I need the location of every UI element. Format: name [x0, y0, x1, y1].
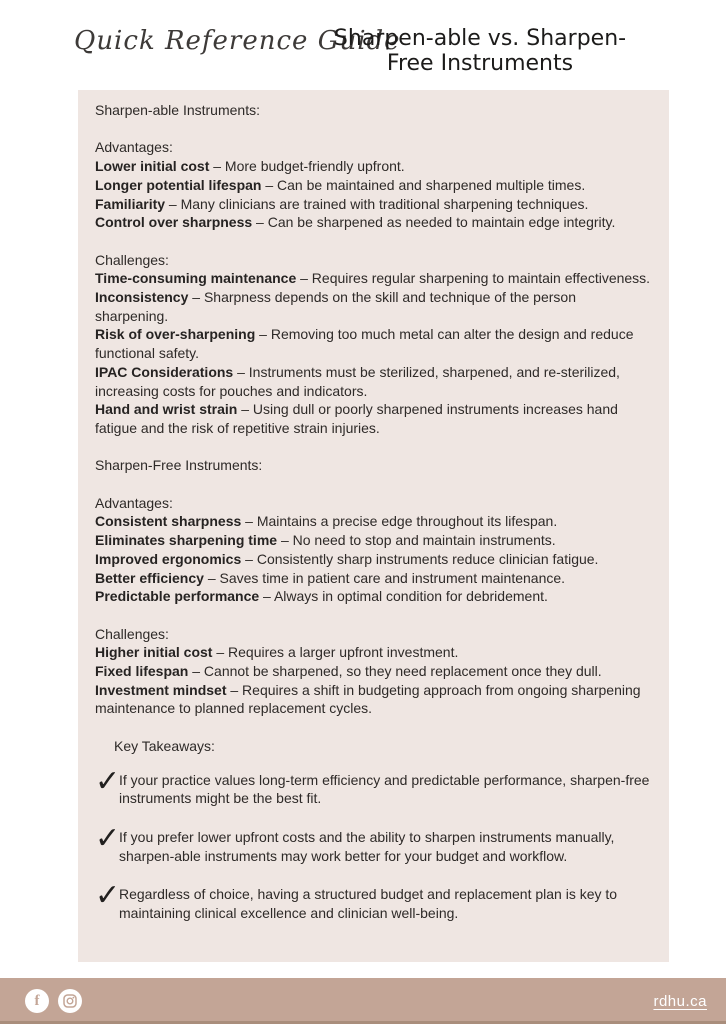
- list-item: [95, 569, 653, 588]
- header: [0, 0, 726, 90]
- list-item: [95, 363, 653, 400]
- list-item-term: IPAC Considerations: [95, 363, 234, 380]
- checkmark-icon: ✓: [95, 878, 121, 914]
- list-item-term: Time-consuming maintenance: [95, 270, 297, 287]
- list-item-term: Better efficiency: [95, 569, 204, 586]
- list-item: [95, 587, 653, 606]
- takeaway-item: [95, 878, 653, 922]
- list-item-term: Predictable performance: [95, 588, 260, 605]
- list-item-desc: – Can be maintained and sharpened multiple times.: [261, 176, 586, 193]
- list-item-term: Investment mindset: [95, 681, 227, 698]
- facebook-icon[interactable]: [25, 989, 49, 1013]
- takeaway-item: [95, 763, 653, 808]
- page-title-line1: Sharpen-able vs. Sharpen-: [333, 26, 627, 51]
- list-item: [95, 662, 653, 681]
- list-heading: Challenges:: [95, 251, 169, 268]
- footer-bar: [0, 978, 726, 1024]
- list-heading: Challenges:: [95, 625, 169, 642]
- takeaway-text: Regardless of choice, having a structured budget and replacement plan is key to maintaining clinical excellence and clinician well-being.: [119, 886, 618, 922]
- list-item-desc: – Requires a shift in budgeting approach from ongoing sharpening maintenance to planned replacement cycles.: [95, 681, 641, 717]
- list-item: [95, 288, 653, 325]
- list-heading: Advantages:: [95, 494, 173, 511]
- takeaway-text: If you prefer lower upfront costs and the ability to sharpen instruments manually, sharpen-able instruments may work better for your budget and workflow.: [119, 828, 615, 864]
- checkmark-icon: ✓: [95, 820, 121, 856]
- takeaway-item: [95, 820, 653, 865]
- list-item-term: Consistent sharpness: [95, 513, 242, 530]
- list-item-desc: – Instruments must be sterilized, sharpened, and re-sterilized, increasing costs for pouches and indicators.: [95, 363, 620, 399]
- section-list: [95, 625, 653, 719]
- key-takeaways-heading-text: Key Takeaways:: [114, 737, 215, 754]
- list-item-desc: – Removing too much metal can alter the design and reduce functional safety.: [95, 326, 634, 362]
- list-item-term: Control over sharpness: [95, 214, 253, 231]
- list-item-term: Inconsistency: [95, 289, 189, 305]
- section-heading-text: Sharpen-able Instruments:: [95, 102, 260, 118]
- list-item-term: Eliminates sharpening time: [95, 532, 278, 549]
- list-item-desc: – Many clinicians are trained with traditional sharpening techniques.: [165, 195, 589, 212]
- list-item: [95, 195, 653, 214]
- list-item: [95, 512, 653, 531]
- facebook-glyph: f: [34, 992, 40, 1009]
- section-heading: [95, 456, 653, 475]
- page-title-line2: Free Instruments: [386, 51, 574, 76]
- list-item-term: Improved ergonomics: [95, 550, 242, 567]
- list-item-desc: – Maintains a precise edge throughout its lifespan.: [241, 513, 558, 530]
- site-link[interactable]: rdhu.ca: [653, 992, 707, 1010]
- list-item-desc: – Always in optimal condition for debridement.: [259, 588, 548, 605]
- list-item-term: Familiarity: [95, 195, 166, 212]
- list-item: [95, 176, 653, 195]
- instagram-icon[interactable]: [58, 989, 82, 1013]
- list-item-term: Longer potential lifespan: [95, 176, 262, 193]
- list-item-term: Fixed lifespan: [95, 663, 189, 680]
- list-item: [95, 325, 653, 362]
- list-item: [95, 269, 653, 288]
- page-title: [310, 26, 650, 76]
- list-item: [95, 550, 653, 569]
- instagram-glyph: [63, 994, 77, 1008]
- list-item-desc: – Consistently sharp instruments reduce clinician fatigue.: [241, 550, 599, 567]
- list-item-desc: – Using dull or poorly sharpened instruments increases hand fatigue and the risk of repetitive strain injuries.: [95, 401, 618, 436]
- list-item-term: Risk of over-sharpening: [95, 326, 256, 343]
- brand-script-label: Quick Reference Guide: [74, 26, 401, 56]
- section-list: [95, 138, 653, 232]
- list-item-desc: – Sharpness depends on the skill and technique of the person sharpening.: [95, 289, 576, 324]
- content-panel: [78, 90, 669, 962]
- list-item-term: Higher initial cost: [95, 644, 213, 661]
- list-item-desc: – Cannot be sharpened, so they need replacement once they dull.: [188, 663, 602, 680]
- social-icons: [25, 989, 82, 1013]
- list-item: [95, 157, 653, 176]
- checkmark-icon: ✓: [95, 763, 121, 799]
- key-takeaways-heading: [95, 737, 653, 756]
- section-heading: [95, 101, 653, 120]
- list-item-desc: – Saves time in patient care and instrument maintenance.: [203, 569, 566, 586]
- section-list: [95, 251, 653, 438]
- list-item: [95, 681, 653, 718]
- list-item: [95, 643, 653, 662]
- list-item: [95, 531, 653, 550]
- list-item: [95, 213, 653, 232]
- list-item-term: Hand and wrist strain: [95, 401, 238, 418]
- list-item-desc: – Can be sharpened as needed to maintain edge integrity.: [252, 214, 616, 231]
- section-list: [95, 494, 653, 606]
- list-item-desc: – More budget-friendly upfront.: [209, 158, 405, 175]
- takeaway-text: If your practice values long-term efficiency and predictable performance, sharpen-free instruments might be the best fit.: [119, 771, 650, 807]
- section-heading-text: Sharpen-Free Instruments:: [95, 457, 263, 474]
- list-heading: Advantages:: [95, 139, 173, 156]
- list-item-desc: – Requires regular sharpening to maintain effectiveness.: [296, 270, 651, 287]
- list-item-desc: – Requires a larger upfront investment.: [212, 644, 459, 661]
- list-item: [95, 400, 653, 437]
- list-item-term: Lower initial cost: [95, 158, 210, 175]
- list-item-desc: – No need to stop and maintain instruments.: [277, 532, 556, 549]
